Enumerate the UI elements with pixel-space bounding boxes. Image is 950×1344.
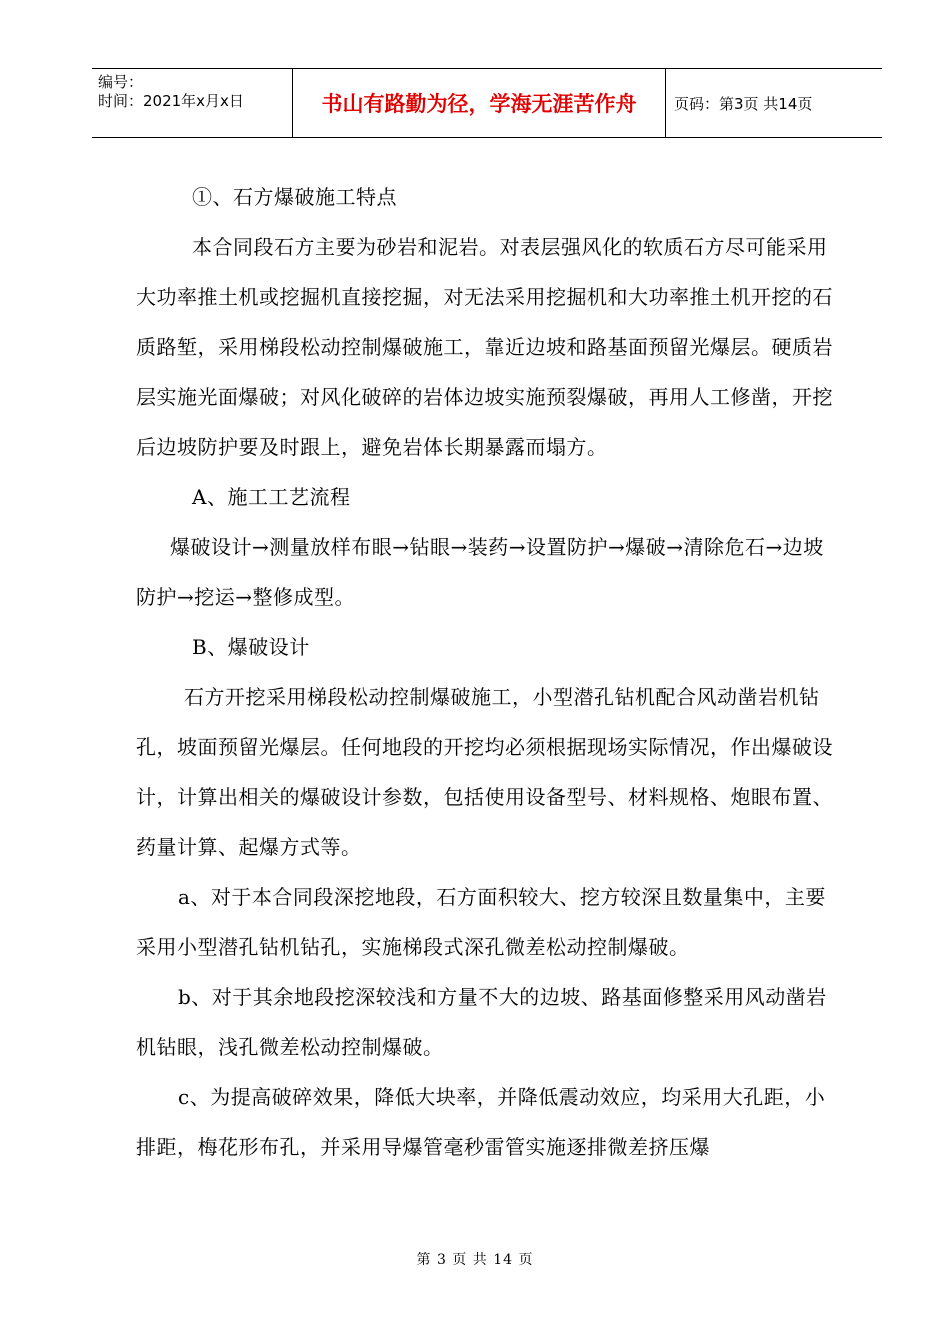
paragraph-intro: 本合同段石方主要为砂岩和泥岩。对表层强风化的软质石方尽可能采用大功率推土机或挖掘机直接挖掘，对无法采用挖掘机和大功率推土机开挖的石质路堑，采用梯段松动控制爆破施工，靠近边坡和路基面预留光爆层。硬质岩层实施光面爆破；对风化破碎的岩体边坡实施预裂爆破，再用人工修凿，开挖后边坡防护要及时跟上，避免岩体长期暴露而塌方。 [136, 235, 833, 459]
header-motto: 书山有路勤为径，学海无涯苦作舟 [293, 69, 666, 137]
section-title: ①、石方爆破施工特点 [192, 185, 397, 209]
header-meta [92, 69, 293, 137]
time-label: 时间：2021年x月x日 [98, 92, 244, 110]
heading-a: A、施工工艺流程 [192, 485, 351, 509]
list-item-b: b、对于其余地段挖深较浅和方量不大的边坡、路基面修整采用风动凿岩机钻眼，浅孔微差松动控制爆破。 [136, 985, 827, 1059]
page-header [92, 68, 882, 138]
paragraph-process-flow: 爆破设计→测量放样布眼→钻眼→装药→设置防护→爆破→清除危石→边坡防护→挖运→整修成型。 [136, 535, 824, 609]
heading-b: B、爆破设计 [192, 635, 310, 659]
list-item-a: a、对于本合同段深挖地段，石方面积较大、挖方较深且数量集中，主要采用小型潜孔钻机钻孔，实施梯段式深孔微差松动控制爆破。 [136, 885, 826, 959]
list-item-c: c、为提高破碎效果，降低大块率，并降低震动效应，均采用大孔距，小排距，梅花形布孔，并采用导爆管毫秒雷管实施逐排微差挤压爆 [136, 1085, 826, 1159]
number-label: 编号： [98, 73, 144, 91]
header-page-info: 页码：第3页 共14页 [674, 94, 813, 113]
paragraph-blast-design: 石方开挖采用梯段松动控制爆破施工，小型潜孔钻机配合风动凿岩机钻孔，坡面预留光爆层。任何地段的开挖均必须根据现场实际情况，作出爆破设计，计算出相关的爆破设计参数，包括使用设备型号、材料规格、炮眼布置、药量计算、起爆方式等。 [136, 685, 833, 859]
page-footer: 第 3 页 共 14 页 [416, 1252, 534, 1268]
document-body [136, 172, 836, 1172]
